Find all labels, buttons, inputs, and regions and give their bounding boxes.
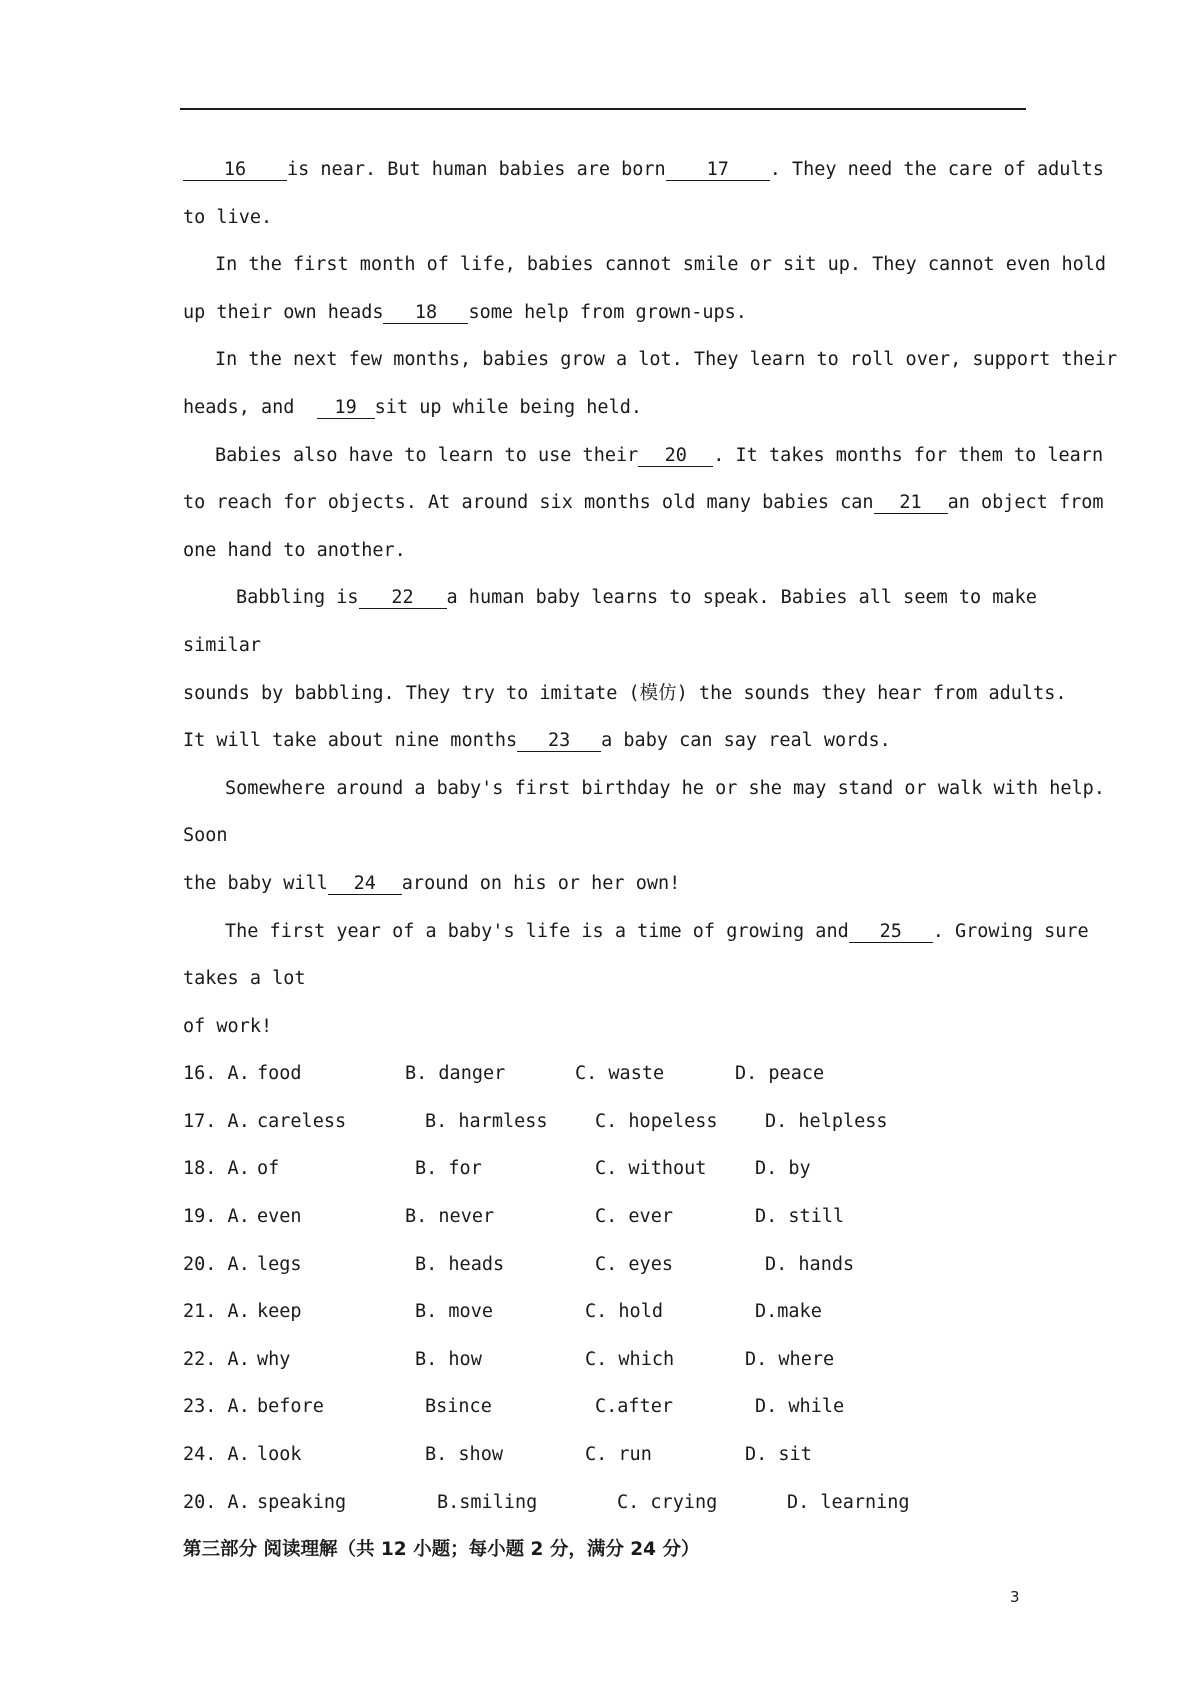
question-number: 16. A. bbox=[183, 1063, 250, 1085]
option-b: B. for bbox=[415, 1158, 482, 1180]
option-d: D. sit bbox=[745, 1444, 812, 1466]
passage-text: an object from bbox=[947, 492, 1104, 514]
question-number: 23. A. bbox=[183, 1396, 250, 1418]
option-c: C. waste bbox=[575, 1063, 665, 1085]
passage-text: . It takes months for them to learn bbox=[713, 444, 1104, 466]
option-c: C. ever bbox=[595, 1206, 673, 1228]
question-number: 18. A. bbox=[183, 1158, 250, 1180]
question-number: 19. A. bbox=[183, 1206, 250, 1228]
blank-21: 21 bbox=[874, 493, 948, 514]
option-row-23 bbox=[183, 1383, 1026, 1431]
passage-line: one hand to another. bbox=[183, 539, 406, 561]
passage-line bbox=[183, 384, 1026, 432]
option-row-22 bbox=[183, 1336, 1026, 1384]
passage-line bbox=[183, 574, 1037, 622]
passage-line: takes a lot bbox=[183, 968, 306, 990]
question-number: 22. A. bbox=[183, 1348, 250, 1370]
passage-line bbox=[183, 860, 1026, 908]
option-c: C. without bbox=[595, 1158, 707, 1180]
option-d: D. still bbox=[755, 1206, 845, 1228]
passage-text: the baby will bbox=[183, 872, 328, 894]
passage-line bbox=[183, 289, 1026, 337]
question-number: 20. A. bbox=[183, 1253, 250, 1275]
option-c: C. run bbox=[585, 1444, 652, 1466]
option-b: B.smiling bbox=[437, 1491, 538, 1513]
blank-16: 16 bbox=[183, 160, 287, 181]
option-row-24 bbox=[183, 1431, 1026, 1479]
blank-23: 23 bbox=[517, 731, 601, 752]
option-b: B. show bbox=[425, 1444, 503, 1466]
passage-text: a baby can say real words. bbox=[601, 730, 891, 752]
blank-22: 22 bbox=[359, 588, 447, 609]
option-d: D. peace bbox=[735, 1063, 825, 1085]
option-d: D.make bbox=[755, 1301, 822, 1323]
option-b: B. move bbox=[415, 1301, 493, 1323]
option-b: B. never bbox=[405, 1206, 495, 1228]
passage-text: a human baby learns to speak. Babies all seem to make bbox=[446, 587, 1037, 609]
option-b: B. danger bbox=[405, 1063, 506, 1085]
passage-text: . They need the care of adults bbox=[769, 159, 1104, 180]
passage-text: sit up while being held. bbox=[374, 396, 642, 418]
option-c: C. hold bbox=[585, 1301, 663, 1323]
blank-18: 18 bbox=[383, 303, 468, 324]
page-number: 3 bbox=[1010, 1588, 1020, 1606]
option-row-20 bbox=[183, 1241, 1026, 1289]
option-a: food bbox=[257, 1063, 302, 1085]
option-a: legs bbox=[257, 1253, 302, 1275]
passage-text: up their own heads bbox=[183, 301, 384, 323]
option-b: B. heads bbox=[415, 1253, 505, 1275]
option-a: speaking bbox=[257, 1491, 347, 1513]
option-c: C. crying bbox=[617, 1491, 718, 1513]
option-d: D. learning bbox=[787, 1491, 910, 1513]
passage-text: is near. But human babies are born bbox=[287, 159, 666, 180]
option-a: look bbox=[257, 1444, 302, 1466]
passage-line: Soon bbox=[183, 825, 228, 847]
passage-text: some help from grown-ups. bbox=[468, 301, 747, 323]
blank-25: 25 bbox=[849, 922, 933, 943]
option-b: Bsince bbox=[425, 1396, 492, 1418]
option-d: D. helpless bbox=[765, 1110, 888, 1132]
option-a: even bbox=[257, 1206, 302, 1228]
option-a: of bbox=[257, 1158, 280, 1180]
question-number: 21. A. bbox=[183, 1301, 250, 1323]
option-c: C.after bbox=[595, 1396, 673, 1418]
document-body bbox=[183, 146, 1118, 1574]
option-a: keep bbox=[257, 1301, 302, 1323]
blank-17: 17 bbox=[666, 160, 770, 181]
option-c: C. which bbox=[585, 1348, 675, 1370]
option-a: before bbox=[257, 1396, 324, 1418]
passage-text: to reach for objects. At around six months old many babies can bbox=[183, 492, 874, 514]
passage-line bbox=[183, 146, 1104, 194]
option-row-17 bbox=[183, 1098, 1026, 1146]
option-d: D. where bbox=[745, 1348, 835, 1370]
passage-text: heads, and bbox=[183, 396, 295, 418]
section-heading: 第三部分 阅读理解（共 12 小题；每小题 2 分，满分 24 分） bbox=[183, 1539, 700, 1561]
passage-text: around on his or her own! bbox=[401, 872, 681, 894]
option-b: B. harmless bbox=[425, 1110, 548, 1132]
passage-text: Babies also have to learn to use their bbox=[215, 444, 639, 466]
option-row-19 bbox=[183, 1193, 1026, 1241]
passage-line bbox=[183, 908, 1089, 956]
option-d: D. while bbox=[755, 1396, 845, 1418]
passage-text: The first year of a baby's life is a time of growing and bbox=[225, 920, 849, 942]
blank-20: 20 bbox=[638, 446, 713, 467]
option-row-18 bbox=[183, 1145, 1026, 1193]
option-c: C. eyes bbox=[595, 1253, 673, 1275]
option-row-21 bbox=[183, 1288, 1026, 1336]
passage-line: similar bbox=[183, 634, 261, 656]
option-c: C. hopeless bbox=[595, 1110, 718, 1132]
passage-text: . Growing sure bbox=[932, 920, 1089, 942]
question-number: 17. A. bbox=[183, 1110, 250, 1132]
passage-line bbox=[183, 432, 1104, 480]
header-rule bbox=[180, 108, 1026, 110]
passage-line: to live. bbox=[183, 206, 273, 228]
passage-line: of work! bbox=[183, 1015, 273, 1037]
option-b: B. how bbox=[415, 1348, 482, 1370]
option-a: careless bbox=[257, 1110, 347, 1132]
question-number: 24. A. bbox=[183, 1444, 250, 1466]
option-row-16 bbox=[183, 1050, 1026, 1098]
option-d: D. by bbox=[755, 1158, 811, 1180]
option-d: D. hands bbox=[765, 1253, 855, 1275]
passage-line: sounds by babbling. They try to imitate (模仿) the sounds they hear from adults. bbox=[183, 682, 1067, 704]
passage-text: It will take about nine months bbox=[183, 730, 518, 752]
blank-24: 24 bbox=[328, 874, 402, 895]
option-row-25 bbox=[183, 1479, 1026, 1527]
blank-19: 19 bbox=[317, 398, 375, 419]
question-number: 20. A. bbox=[183, 1491, 250, 1513]
passage-line: In the next few months, babies grow a lot. They learn to roll over, support their bbox=[215, 349, 1118, 371]
option-a: why bbox=[257, 1348, 291, 1370]
passage-line: In the first month of life, babies cannot smile or sit up. They cannot even hold bbox=[215, 254, 1107, 276]
passage-text: Babbling is bbox=[236, 587, 359, 609]
passage-line: Somewhere around a baby's first birthday he or she may stand or walk with help. bbox=[225, 777, 1105, 799]
passage-line bbox=[183, 479, 1104, 527]
passage-line bbox=[183, 717, 1026, 765]
